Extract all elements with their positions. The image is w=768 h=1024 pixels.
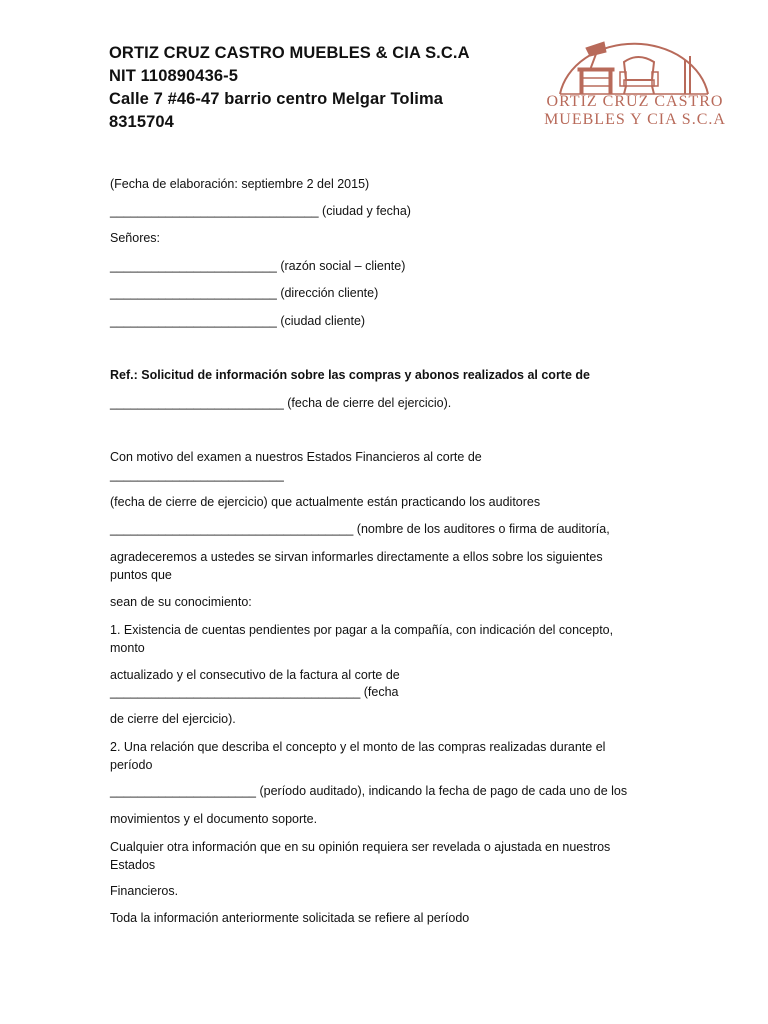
ciudad-cliente-field: ________________________ (ciudad cliente) <box>110 314 366 328</box>
company-phone: 8315704 <box>109 113 174 131</box>
company-name: ORTIZ CRUZ CASTRO MUEBLES & CIA S.C.A <box>109 44 470 62</box>
list-item-2-line: _____________________ (período auditado), indicando la fecha de pago de cada uno de los <box>110 784 628 798</box>
paragraph-line: Toda la información anteriormente solicitada se refiere al período <box>110 911 470 925</box>
paragraph-line: (fecha de cierre de ejercicio) que actualmente están practicando los auditores <box>110 495 541 509</box>
logo-text-line2: MUEBLES Y CIA S.C.A <box>544 111 726 128</box>
list-item-2-line: movimientos y el documento soporte. <box>110 812 318 826</box>
paragraph-line: Cualquier otra información que en su opinión requiera ser revelada o ajustada en nuestros Estados <box>110 840 611 872</box>
list-item-2: 2. Una relación que describa el concepto y el monto de las compras realizadas durante el período <box>110 740 606 772</box>
company-nit: NIT 110890436-5 <box>109 67 239 85</box>
paragraph-line: _________________________ <box>110 468 284 482</box>
logo-text-line1: ORTIZ CRUZ CASTRO <box>546 93 724 110</box>
company-address: Calle 7 #46-47 barrio centro Melgar Tolima <box>109 90 444 108</box>
reference-date-field: _________________________ (fecha de cierre del ejercicio). <box>110 396 452 410</box>
list-item-1-line: de cierre del ejercicio). <box>110 712 236 726</box>
auditors-field: ___________________________________ (nombre de los auditores o firma de auditoría, <box>110 522 610 536</box>
reference-line: Ref.: Solicitud de información sobre las compras y abonos realizados al corte de <box>110 368 590 382</box>
salutation: Señores: <box>110 231 161 245</box>
razon-social-field: ________________________ (razón social – cliente) <box>110 259 406 273</box>
letterhead <box>109 42 529 134</box>
list-item-1-line: ____________________________________ (fecha <box>110 685 399 699</box>
list-item-1-line: actualizado y el consecutivo de la factura al corte de <box>110 668 400 682</box>
paragraph-line: Financieros. <box>110 884 179 898</box>
paragraph-line: sean de su conocimiento: <box>110 595 252 609</box>
list-item-1: 1. Existencia de cuentas pendientes por pagar a la compañía, con indicación del concepto, monto <box>110 623 614 655</box>
paragraph-line: agradeceremos a ustedes se sirvan informarles directamente a ellos sobre los siguientes puntos que <box>110 550 603 582</box>
company-logo <box>520 22 750 140</box>
fecha-elaboracion: (Fecha de elaboración: septiembre 2 del 2015) <box>110 177 370 191</box>
paragraph-line: Con motivo del examen a nuestros Estados Financieros al corte de <box>110 450 482 464</box>
ciudad-fecha-field: ______________________________ (ciudad y fecha) <box>110 204 411 218</box>
direccion-field: ________________________ (dirección cliente) <box>110 286 379 300</box>
